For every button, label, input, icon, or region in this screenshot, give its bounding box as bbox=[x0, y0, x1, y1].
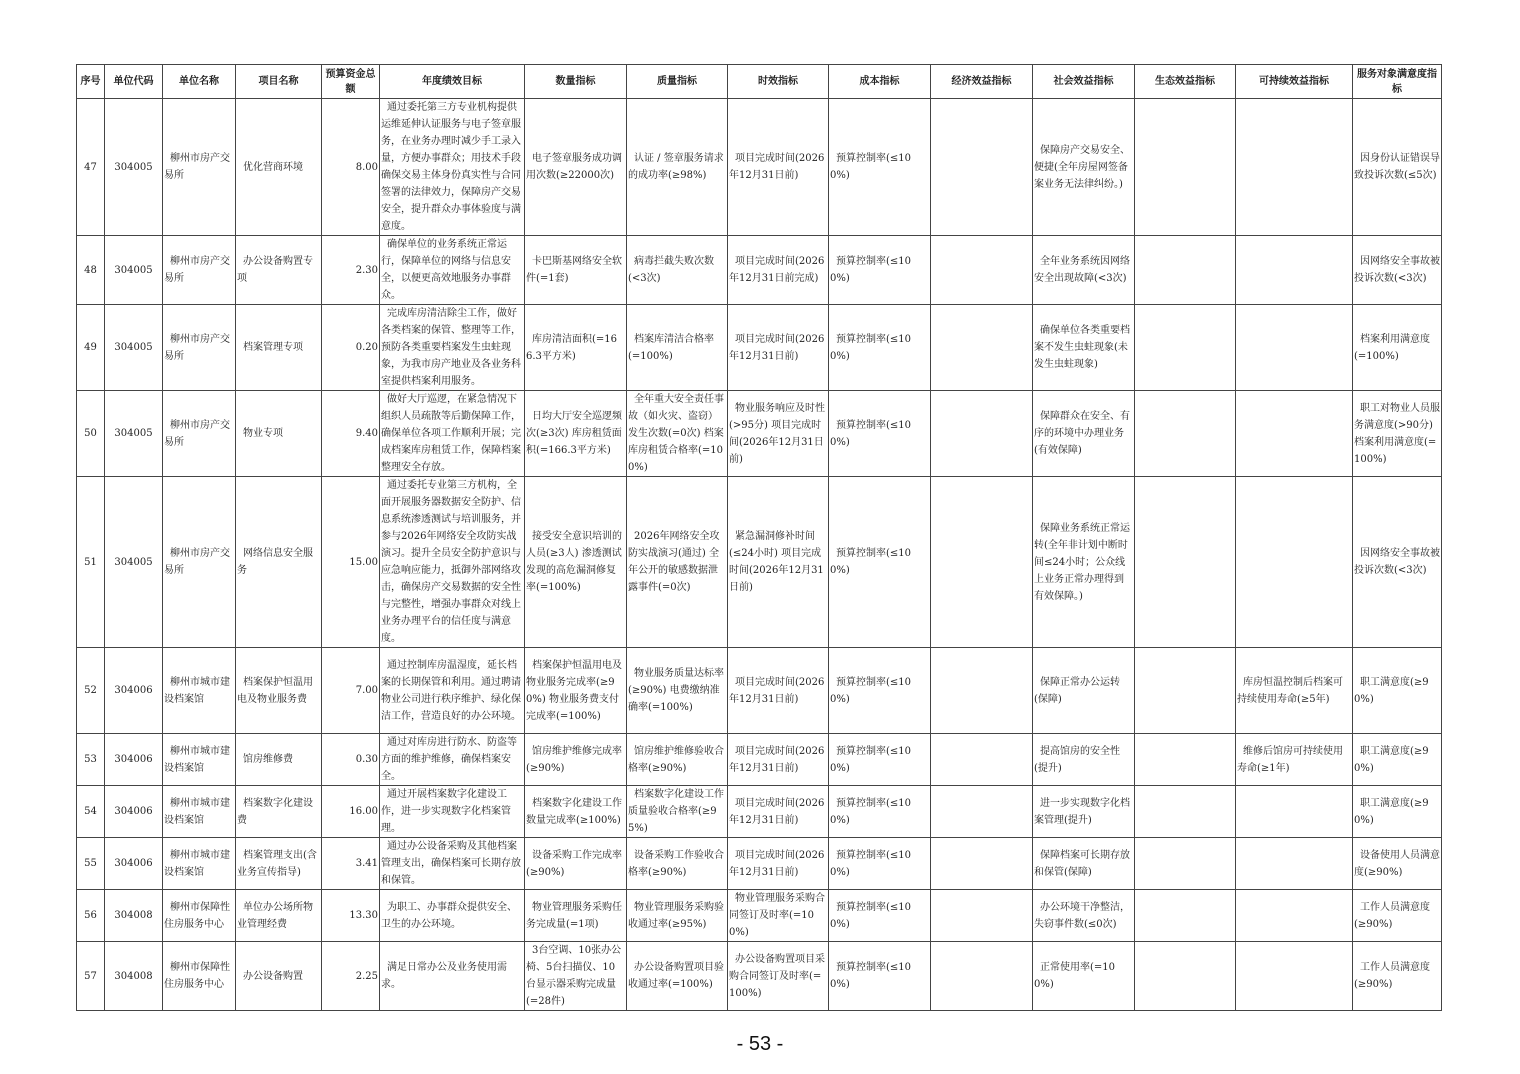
ecological-benefit-cell bbox=[1135, 890, 1236, 942]
cost-indicator-cell: 预算控制率(≤100%) bbox=[829, 734, 931, 786]
quantity-indicator-cell: 日均大厅安全巡逻频次(≥3次) 库房租赁面积(=166.3平方米) bbox=[525, 391, 627, 477]
quality-indicator-cell: 物业管理服务采购验收通过率(≥95%) bbox=[627, 890, 728, 942]
table-row bbox=[77, 648, 1442, 734]
cost-indicator-cell: 预算控制率(≤100%) bbox=[829, 391, 931, 477]
table-row bbox=[77, 236, 1442, 305]
unit-code-cell: 304005 bbox=[105, 391, 163, 477]
unit-name-cell: 柳州市房产交易所 bbox=[163, 477, 236, 648]
table-row bbox=[77, 734, 1442, 786]
satisfaction-cell: 职工满意度(≥90%) bbox=[1353, 734, 1442, 786]
quantity-indicator-cell: 档案保护恒温用电及物业服务完成率(≥90%) 物业服务费支付完成率(=100%) bbox=[525, 648, 627, 734]
sustainability-cell bbox=[1236, 942, 1353, 1011]
cost-indicator-cell: 预算控制率(≤100%) bbox=[829, 942, 931, 1011]
cost-indicator-cell: 预算控制率(≤100%) bbox=[829, 838, 931, 890]
timeliness-indicator-cell: 项目完成时间(2026年12月31日前) bbox=[728, 305, 829, 391]
timeliness-indicator-cell: 项目完成时间(2026年12月31日前) bbox=[728, 648, 829, 734]
ecological-benefit-cell bbox=[1135, 838, 1236, 890]
unit-name-cell: 柳州市城市建设档案馆 bbox=[163, 786, 236, 838]
quantity-indicator-cell: 物业管理服务采购任务完成量(=1项) bbox=[525, 890, 627, 942]
sustainability-cell bbox=[1236, 236, 1353, 305]
economic-benefit-cell bbox=[931, 477, 1033, 648]
header-cell: 数量指标 bbox=[525, 65, 627, 99]
unit-code-cell: 304008 bbox=[105, 942, 163, 1011]
project-name-cell: 档案数字化建设费 bbox=[236, 786, 322, 838]
project-name-cell: 馆房维修费 bbox=[236, 734, 322, 786]
social-benefit-cell: 办公环境干净整洁，失窃事件数(≤0次) bbox=[1033, 890, 1135, 942]
social-benefit-cell: 确保单位各类重要档案不发生虫蛀现象(未发生虫蛀现象) bbox=[1033, 305, 1135, 391]
annual-goal-cell: 完成库房清洁除尘工作，做好各类档案的保管、整理等工作，预防各类重要档案发生虫蛀现象，为我市房产地业及各业务科室提供档案利用服务。 bbox=[380, 305, 525, 391]
seq-cell: 50 bbox=[77, 391, 105, 477]
seq-cell: 55 bbox=[77, 838, 105, 890]
timeliness-indicator-cell: 项目完成时间(2026年12月31日前) bbox=[728, 734, 829, 786]
cost-indicator-cell: 预算控制率(≤100%) bbox=[829, 99, 931, 236]
header-cell: 经济效益指标 bbox=[931, 65, 1033, 99]
unit-code-cell: 304006 bbox=[105, 786, 163, 838]
economic-benefit-cell bbox=[931, 305, 1033, 391]
unit-name-cell: 柳州市城市建设档案馆 bbox=[163, 648, 236, 734]
quality-indicator-cell: 设备采购工作验收合格率(≥90%) bbox=[627, 838, 728, 890]
sustainability-cell bbox=[1236, 838, 1353, 890]
seq-cell: 52 bbox=[77, 648, 105, 734]
sustainability-cell: 库房恒温控制后档案可持续使用寿命(≥5年) bbox=[1236, 648, 1353, 734]
header-cell: 生态效益指标 bbox=[1135, 65, 1236, 99]
budget-cell: 2.30 bbox=[322, 236, 380, 305]
annual-goal-cell: 通过委托专业第三方机构，全面开展服务器数据安全防护、信息系统渗透测试与培训服务，并参与2026年网络安全攻防实战演习。提升全员安全防护意识与应急响应能力，抵御外部网络攻击，确保房产交易数据的安全性与完整性，增强办事群众对线上业务办理平台的信任度与满意度。 bbox=[380, 477, 525, 648]
social-benefit-cell: 保障业务系统正常运转(全年非计划中断时间≤24小时；公众线上业务正常办理得到有效保障。) bbox=[1033, 477, 1135, 648]
project-name-cell: 单位办公场所物业管理经费 bbox=[236, 890, 322, 942]
unit-code-cell: 304005 bbox=[105, 99, 163, 236]
timeliness-indicator-cell: 项目完成时间(2026年12月31日前完成) bbox=[728, 236, 829, 305]
unit-name-cell: 柳州市房产交易所 bbox=[163, 305, 236, 391]
annual-goal-cell: 满足日常办公及业务使用需求。 bbox=[380, 942, 525, 1011]
economic-benefit-cell bbox=[931, 734, 1033, 786]
annual-goal-cell: 通过开展档案数字化建设工作，进一步实现数字化档案管理。 bbox=[380, 786, 525, 838]
quantity-indicator-cell: 接受安全意识培训的人员(≥3人) 渗透测试发现的高危漏洞修复率(=100%) bbox=[525, 477, 627, 648]
table-row bbox=[77, 942, 1442, 1011]
unit-code-cell: 304008 bbox=[105, 890, 163, 942]
economic-benefit-cell bbox=[931, 99, 1033, 236]
annual-goal-cell: 通过对库房进行防水、防盗等方面的维护维修，确保档案安全。 bbox=[380, 734, 525, 786]
unit-name-cell: 柳州市房产交易所 bbox=[163, 391, 236, 477]
budget-cell: 0.20 bbox=[322, 305, 380, 391]
sustainability-cell bbox=[1236, 305, 1353, 391]
header-row bbox=[77, 65, 1442, 99]
ecological-benefit-cell bbox=[1135, 477, 1236, 648]
sustainability-cell bbox=[1236, 477, 1353, 648]
project-name-cell: 网络信息安全服务 bbox=[236, 477, 322, 648]
table-row bbox=[77, 99, 1442, 236]
cost-indicator-cell: 预算控制率(≤100%) bbox=[829, 648, 931, 734]
budget-cell: 0.30 bbox=[322, 734, 380, 786]
unit-code-cell: 304006 bbox=[105, 838, 163, 890]
unit-name-cell: 柳州市城市建设档案馆 bbox=[163, 838, 236, 890]
budget-cell: 15.00 bbox=[322, 477, 380, 648]
ecological-benefit-cell bbox=[1135, 786, 1236, 838]
header-cell: 单位名称 bbox=[163, 65, 236, 99]
social-benefit-cell: 保障房产交易安全、便捷(全年房屋网签备案业务无法律纠纷。) bbox=[1033, 99, 1135, 236]
project-name-cell: 物业专项 bbox=[236, 391, 322, 477]
satisfaction-cell: 工作人员满意度(≥90%) bbox=[1353, 890, 1442, 942]
annual-goal-cell: 通过控制库房温湿度，延长档案的长期保管和利用。通过聘请物业公司进行秩序维护、绿化保洁工作，营造良好的办公环境。 bbox=[380, 648, 525, 734]
social-benefit-cell: 保障群众在安全、有序的环境中办理业务(有效保障) bbox=[1033, 391, 1135, 477]
table-row bbox=[77, 890, 1442, 942]
economic-benefit-cell bbox=[931, 890, 1033, 942]
unit-name-cell: 柳州市房产交易所 bbox=[163, 236, 236, 305]
economic-benefit-cell bbox=[931, 786, 1033, 838]
social-benefit-cell: 全年业务系统因网络安全出现故障(<3次) bbox=[1033, 236, 1135, 305]
header-cell: 成本指标 bbox=[829, 65, 931, 99]
quality-indicator-cell: 病毒拦截失败次数(<3次) bbox=[627, 236, 728, 305]
satisfaction-cell: 设备使用人员满意度(≥90%) bbox=[1353, 838, 1442, 890]
unit-name-cell: 柳州市房产交易所 bbox=[163, 99, 236, 236]
economic-benefit-cell bbox=[931, 838, 1033, 890]
annual-goal-cell: 做好大厅巡逻，在紧急情况下组织人员疏散等后勤保障工作，确保单位各项工作顺利开展；完成档案库房租赁工作，保障档案整理安全存放。 bbox=[380, 391, 525, 477]
quantity-indicator-cell: 馆房维护维修完成率(≥90%) bbox=[525, 734, 627, 786]
quality-indicator-cell: 馆房维护维修验收合格率(≥90%) bbox=[627, 734, 728, 786]
table-row bbox=[77, 305, 1442, 391]
satisfaction-cell: 职工对物业人员服务满意度(>90分) 档案利用满意度(=100%) bbox=[1353, 391, 1442, 477]
economic-benefit-cell bbox=[931, 942, 1033, 1011]
seq-cell: 49 bbox=[77, 305, 105, 391]
social-benefit-cell: 提高馆房的安全性(提升) bbox=[1033, 734, 1135, 786]
cost-indicator-cell: 预算控制率(≤100%) bbox=[829, 477, 931, 648]
unit-code-cell: 304005 bbox=[105, 236, 163, 305]
header-cell: 可持续效益指标 bbox=[1236, 65, 1353, 99]
sustainability-cell: 维修后馆房可持续使用寿命(≥1年) bbox=[1236, 734, 1353, 786]
table-row bbox=[77, 838, 1442, 890]
sustainability-cell bbox=[1236, 890, 1353, 942]
economic-benefit-cell bbox=[931, 391, 1033, 477]
header-cell: 预算资金总额 bbox=[322, 65, 380, 99]
timeliness-indicator-cell: 项目完成时间(2026年12月31日前) bbox=[728, 838, 829, 890]
project-name-cell: 档案保护恒温用电及物业服务费 bbox=[236, 648, 322, 734]
social-benefit-cell: 保障档案可长期存放和保管(保障) bbox=[1033, 838, 1135, 890]
header-cell: 质量指标 bbox=[627, 65, 728, 99]
ecological-benefit-cell bbox=[1135, 391, 1236, 477]
budget-cell: 2.25 bbox=[322, 942, 380, 1011]
seq-cell: 51 bbox=[77, 477, 105, 648]
unit-code-cell: 304005 bbox=[105, 305, 163, 391]
unit-name-cell: 柳州市保障性住房服务中心 bbox=[163, 942, 236, 1011]
sustainability-cell bbox=[1236, 391, 1353, 477]
quality-indicator-cell: 档案库清洁合格率(=100%) bbox=[627, 305, 728, 391]
cost-indicator-cell: 预算控制率(≤100%) bbox=[829, 786, 931, 838]
timeliness-indicator-cell: 物业管理服务采购合同签订及时率(=100%) bbox=[728, 890, 829, 942]
seq-cell: 56 bbox=[77, 890, 105, 942]
ecological-benefit-cell bbox=[1135, 942, 1236, 1011]
quantity-indicator-cell: 电子签章服务成功调用次数(≥22000次) bbox=[525, 99, 627, 236]
cost-indicator-cell: 预算控制率(≤100%) bbox=[829, 305, 931, 391]
unit-code-cell: 304006 bbox=[105, 648, 163, 734]
quantity-indicator-cell: 3台空调、10张办公椅、5台扫描仪、10台显示器采购完成量(=28件) bbox=[525, 942, 627, 1011]
table-body bbox=[77, 99, 1442, 1011]
ecological-benefit-cell bbox=[1135, 305, 1236, 391]
header-cell: 服务对象满意度指标 bbox=[1353, 65, 1442, 99]
budget-cell: 16.00 bbox=[322, 786, 380, 838]
seq-cell: 47 bbox=[77, 99, 105, 236]
quality-indicator-cell: 2026年网络安全攻防实战演习(通过) 全年公开的敏感数据泄露事件(=0次) bbox=[627, 477, 728, 648]
table-row bbox=[77, 477, 1442, 648]
satisfaction-cell: 因网络安全事故被投诉次数(<3次) bbox=[1353, 477, 1442, 648]
header-cell: 序号 bbox=[77, 65, 105, 99]
seq-cell: 53 bbox=[77, 734, 105, 786]
timeliness-indicator-cell: 紧急漏洞修补时间(≤24小时) 项目完成时间(2026年12月31日前) bbox=[728, 477, 829, 648]
header-cell: 单位代码 bbox=[105, 65, 163, 99]
sustainability-cell bbox=[1236, 99, 1353, 236]
satisfaction-cell: 档案利用满意度(=100%) bbox=[1353, 305, 1442, 391]
economic-benefit-cell bbox=[931, 236, 1033, 305]
quality-indicator-cell: 档案数字化建设工作质量验收合格率(≥95%) bbox=[627, 786, 728, 838]
quantity-indicator-cell: 库房清洁面积(=166.3平方米) bbox=[525, 305, 627, 391]
unit-name-cell: 柳州市城市建设档案馆 bbox=[163, 734, 236, 786]
quality-indicator-cell: 认证 / 签章服务请求的成功率(≥98%) bbox=[627, 99, 728, 236]
satisfaction-cell: 因身份认证错误导致投诉次数(≤5次) bbox=[1353, 99, 1442, 236]
unit-code-cell: 304005 bbox=[105, 477, 163, 648]
project-name-cell: 档案管理支出(含业务宣传指导) bbox=[236, 838, 322, 890]
seq-cell: 54 bbox=[77, 786, 105, 838]
header-cell: 社会效益指标 bbox=[1033, 65, 1135, 99]
timeliness-indicator-cell: 项目完成时间(2026年12月31日前) bbox=[728, 99, 829, 236]
page-number: - 53 - bbox=[736, 1033, 784, 1055]
budget-cell: 3.41 bbox=[322, 838, 380, 890]
satisfaction-cell: 因网络安全事故被投诉次数(<3次) bbox=[1353, 236, 1442, 305]
annual-goal-cell: 通过办公设备采购及其他档案管理支出，确保档案可长期存放和保管。 bbox=[380, 838, 525, 890]
header-cell: 年度绩效目标 bbox=[380, 65, 525, 99]
seq-cell: 48 bbox=[77, 236, 105, 305]
economic-benefit-cell bbox=[931, 648, 1033, 734]
satisfaction-cell: 职工满意度(≥90%) bbox=[1353, 648, 1442, 734]
cost-indicator-cell: 预算控制率(≤100%) bbox=[829, 236, 931, 305]
satisfaction-cell: 职工满意度(≥90%) bbox=[1353, 786, 1442, 838]
ecological-benefit-cell bbox=[1135, 99, 1236, 236]
project-name-cell: 办公设备购置专项 bbox=[236, 236, 322, 305]
project-name-cell: 办公设备购置 bbox=[236, 942, 322, 1011]
seq-cell: 57 bbox=[77, 942, 105, 1011]
quantity-indicator-cell: 卡巴斯基网络安全软件(=1套) bbox=[525, 236, 627, 305]
timeliness-indicator-cell: 项目完成时间(2026年12月31日前) bbox=[728, 786, 829, 838]
ecological-benefit-cell bbox=[1135, 236, 1236, 305]
social-benefit-cell: 进一步实现数字化档案管理(提升) bbox=[1033, 786, 1135, 838]
table-row bbox=[77, 391, 1442, 477]
header-cell: 项目名称 bbox=[236, 65, 322, 99]
project-name-cell: 优化营商环境 bbox=[236, 99, 322, 236]
project-name-cell: 档案管理专项 bbox=[236, 305, 322, 391]
budget-cell: 7.00 bbox=[322, 648, 380, 734]
annual-goal-cell: 为职工、办事群众提供安全、卫生的办公环境。 bbox=[380, 890, 525, 942]
timeliness-indicator-cell: 办公设备购置项目采购合同签订及时率(=100%) bbox=[728, 942, 829, 1011]
quantity-indicator-cell: 设备采购工作完成率(≥90%) bbox=[525, 838, 627, 890]
ecological-benefit-cell bbox=[1135, 734, 1236, 786]
quality-indicator-cell: 物业服务质量达标率(≥90%) 电费缴纳准确率(=100%) bbox=[627, 648, 728, 734]
table-row bbox=[77, 786, 1442, 838]
header-cell: 时效指标 bbox=[728, 65, 829, 99]
quality-indicator-cell: 全年重大安全责任事故（如火灾、盗窃）发生次数(=0次) 档案库房租赁合格率(=100%) bbox=[627, 391, 728, 477]
annual-goal-cell: 通过委托第三方专业机构提供运维延伸认证服务与电子签章服务，在业务办理时减少手工录入量，方便办事群众；用技术手段确保交易主体身份真实性与合同签署的法律效力，保障房产交易安全，提升群众办事体验度与满意度。 bbox=[380, 99, 525, 236]
timeliness-indicator-cell: 物业服务响应及时性(>95分) 项目完成时间(2026年12月31日前) bbox=[728, 391, 829, 477]
satisfaction-cell: 工作人员满意度(≥90%) bbox=[1353, 942, 1442, 1011]
cost-indicator-cell: 预算控制率(≤100%) bbox=[829, 890, 931, 942]
annual-goal-cell: 确保单位的业务系统正常运行，保障单位的网络与信息安全，以便更高效地服务办事群众。 bbox=[380, 236, 525, 305]
performance-table bbox=[76, 64, 1442, 1011]
budget-cell: 8.00 bbox=[322, 99, 380, 236]
budget-cell: 9.40 bbox=[322, 391, 380, 477]
sustainability-cell bbox=[1236, 786, 1353, 838]
quantity-indicator-cell: 档案数字化建设工作数量完成率(≥100%) bbox=[525, 786, 627, 838]
quality-indicator-cell: 办公设备购置项目验收通过率(=100%) bbox=[627, 942, 728, 1011]
social-benefit-cell: 正常使用率(=100%) bbox=[1033, 942, 1135, 1011]
social-benefit-cell: 保障正常办公运转(保障) bbox=[1033, 648, 1135, 734]
unit-code-cell: 304006 bbox=[105, 734, 163, 786]
unit-name-cell: 柳州市保障性住房服务中心 bbox=[163, 890, 236, 942]
ecological-benefit-cell bbox=[1135, 648, 1236, 734]
budget-cell: 13.30 bbox=[322, 890, 380, 942]
